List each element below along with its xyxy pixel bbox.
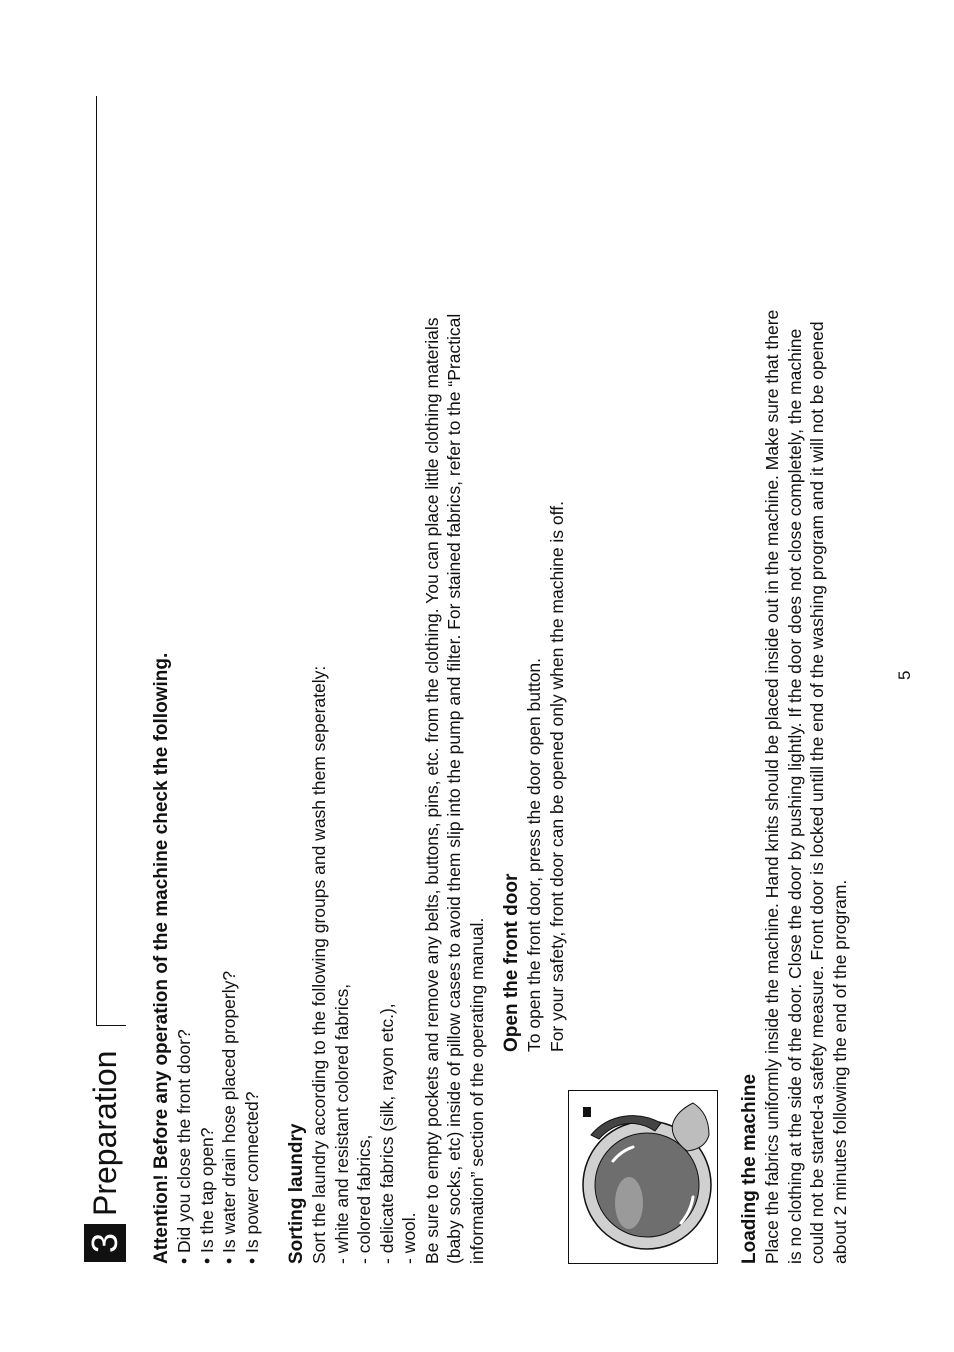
sorting-line: Sort the laundry according to the following groups and wash them seperately: <box>309 665 329 1264</box>
washer-door-drawing <box>569 1091 717 1263</box>
sorting-line: - delicate fabrics (silk, rayon etc.), <box>376 1003 397 1264</box>
checklist-item: • Is the tap open? <box>196 84 219 1264</box>
loading-line: is no clothing at the side of the door. Close the door by pushing lightly. If the door does not close completely, the machine <box>784 328 805 1264</box>
header-rule <box>96 96 97 1026</box>
front-door-heading: Open the front door <box>501 873 522 1052</box>
sorting-line: - white and resistant colored fabrics, <box>331 983 352 1264</box>
door-button <box>583 1107 591 1117</box>
chapter-title: Preparation <box>87 1050 123 1216</box>
sorting-line: - wool. <box>399 1212 419 1264</box>
front-door-section <box>500 152 568 1052</box>
sorting-line: (baby socks, etc) inside of pillow cases to avoid them slip into the pump and filter. For stained fabrics, refer to the “Practical <box>444 313 464 1264</box>
loading-section <box>738 84 851 1264</box>
attention-section <box>150 84 263 1264</box>
front-door-line: To open the front door, press the door open button. <box>524 657 544 1052</box>
header-rule-tick <box>96 1025 126 1026</box>
front-door-line: For your safety, front door can be opened only when the machine is off. <box>546 501 567 1052</box>
sorting-heading: Sorting laundry <box>286 1123 307 1264</box>
sorting-line: information” section of the operating manual. <box>466 917 487 1264</box>
attention-heading: Attention! Before any operation of the machine check the following. <box>151 652 172 1264</box>
loading-line: about 2 minutes following the end of the program. <box>829 879 850 1264</box>
loading-heading: Loading the machine <box>739 1073 760 1264</box>
loading-line: Place the fabrics uniformly inside the machine. Hand knits should be placed inside out in the machine. Make sure that there <box>762 309 782 1264</box>
sorting-section <box>285 84 488 1264</box>
washer-door-illustration <box>568 1090 718 1264</box>
sorting-line: - colored fabrics, <box>354 1134 374 1264</box>
chapter-number: 3 <box>84 1224 126 1262</box>
checklist-item: • Is power connected? <box>241 84 264 1264</box>
page-number: 5 <box>895 670 914 680</box>
glass-highlight <box>615 1177 643 1229</box>
checklist-item: • Did you close the front door? <box>173 84 196 1264</box>
checklist-item: • Is water drain hose placed properly? <box>218 84 241 1264</box>
sorting-line: Be sure to empty pockets and remove any belts, buttons, pins, etc. from the clothing. You can place little clothing materials <box>421 317 442 1264</box>
loading-line: could not be started-a safety measure. Front door is locked untill the end of the washing program and it will not be opened <box>807 321 827 1264</box>
